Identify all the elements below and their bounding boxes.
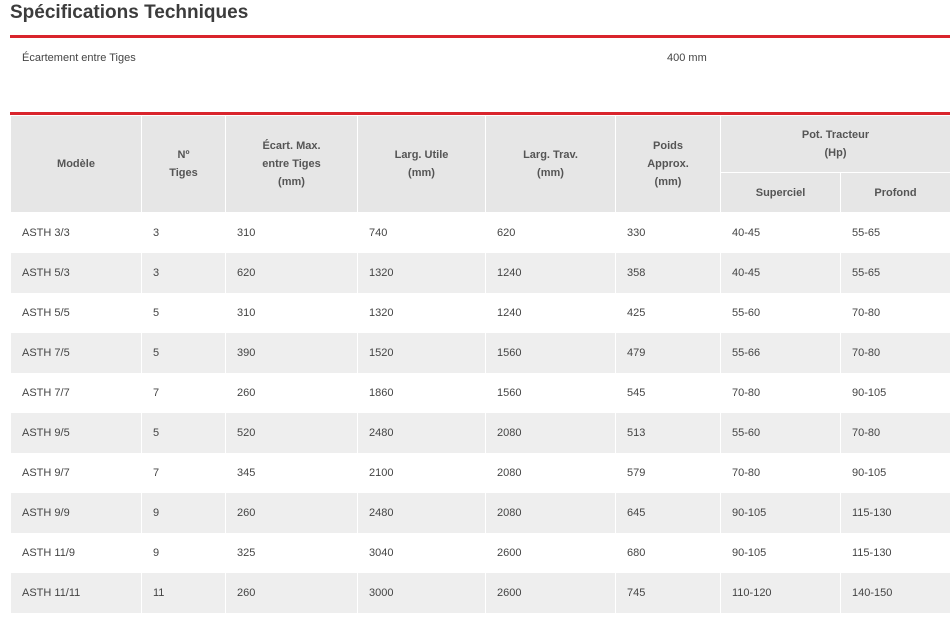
- cell-superciel: 40-45: [721, 253, 841, 293]
- header-poids-line1: Poids: [653, 140, 683, 152]
- cell-larg-trav: 2080: [486, 453, 616, 493]
- cell-larg-trav: 1560: [486, 333, 616, 373]
- header-larg-trav-line1: Larg. Trav.: [523, 149, 578, 161]
- table-row: [11, 533, 950, 573]
- cell-tiges: 3: [142, 253, 226, 293]
- cell-profond: 70-80: [841, 293, 950, 333]
- table-row: [11, 333, 950, 373]
- header-larg-trav-line2: (mm): [537, 167, 564, 179]
- header-larg-utile-line1: Larg. Utile: [394, 149, 449, 161]
- page-title: Spécifications Techniques: [10, 2, 249, 23]
- cell-larg-trav: 1240: [486, 253, 616, 293]
- cell-poids: 545: [616, 373, 721, 413]
- header-larg-utile: [358, 116, 486, 213]
- cell-profond: 70-80: [841, 413, 950, 453]
- cell-model: ASTH 5/5: [11, 293, 142, 333]
- cell-profond: 115-130: [841, 533, 950, 573]
- header-model: [11, 116, 142, 213]
- cell-larg-utile: 1320: [358, 253, 486, 293]
- cell-profond: 55-65: [841, 253, 950, 293]
- header-ecart-line2: entre Tiges: [262, 158, 321, 170]
- cell-larg-utile: 2480: [358, 413, 486, 453]
- cell-ecart: 390: [226, 333, 358, 373]
- header-pot-tracteur: [721, 116, 950, 173]
- cell-superciel: 90-105: [721, 493, 841, 533]
- cell-ecart: 310: [226, 213, 358, 254]
- cell-profond: 90-105: [841, 373, 950, 413]
- cell-ecart: 260: [226, 493, 358, 533]
- cell-superciel: 90-105: [721, 533, 841, 573]
- cell-model: ASTH 9/5: [11, 413, 142, 453]
- cell-poids: 680: [616, 533, 721, 573]
- cell-profond: 140-150: [841, 573, 950, 613]
- cell-superciel: 55-60: [721, 293, 841, 333]
- cell-poids: 358: [616, 253, 721, 293]
- cell-poids: 479: [616, 333, 721, 373]
- cell-model: ASTH 7/5: [11, 333, 142, 373]
- cell-model: ASTH 11/9: [11, 533, 142, 573]
- header-poids-line3: (mm): [654, 176, 682, 188]
- cell-superciel: 55-66: [721, 333, 841, 373]
- table-row: [11, 493, 950, 533]
- cell-larg-utile: 3040: [358, 533, 486, 573]
- cell-poids: 425: [616, 293, 721, 333]
- header-poids: [616, 116, 721, 213]
- cell-larg-trav: 620: [486, 213, 616, 254]
- header-ecart-line1: Écart. Max.: [262, 140, 321, 152]
- cell-profond: 115-130: [841, 493, 950, 533]
- cell-poids: 330: [616, 213, 721, 254]
- spec-value: 400 mm: [667, 52, 707, 64]
- header-ecart-line3: (mm): [278, 176, 305, 188]
- table-row: [11, 413, 950, 453]
- cell-larg-trav: 1240: [486, 293, 616, 333]
- table-row: [11, 453, 950, 493]
- cell-ecart: 260: [226, 373, 358, 413]
- table-row: [11, 213, 950, 254]
- table-row: [11, 253, 950, 293]
- header-pot-line1: Pot. Tracteur: [801, 129, 870, 141]
- cell-larg-utile: 2100: [358, 453, 486, 493]
- cell-profond: 55-65: [841, 213, 950, 254]
- header-poids-line2: Approx.: [647, 158, 689, 170]
- cell-tiges: 5: [142, 333, 226, 373]
- spec-label: Écartement entre Tiges: [22, 52, 136, 64]
- cell-model: ASTH 11/11: [11, 573, 142, 613]
- cell-larg-trav: 1560: [486, 373, 616, 413]
- cell-poids: 513: [616, 413, 721, 453]
- cell-larg-trav: 2080: [486, 413, 616, 453]
- cell-tiges: 11: [142, 573, 226, 613]
- title-divider: [10, 35, 950, 38]
- cell-larg-utile: 1860: [358, 373, 486, 413]
- cell-tiges: 7: [142, 373, 226, 413]
- header-larg-utile-line2: (mm): [408, 167, 435, 179]
- cell-profond: 90-105: [841, 453, 950, 493]
- cell-ecart: 345: [226, 453, 358, 493]
- cell-profond: 70-80: [841, 333, 950, 373]
- header-profond-label: Profond: [874, 186, 917, 199]
- cell-model: ASTH 3/3: [11, 213, 142, 254]
- header-tiges-line1: Nº: [177, 149, 190, 161]
- cell-larg-utile: 2480: [358, 493, 486, 533]
- cell-model: ASTH 7/7: [11, 373, 142, 413]
- cell-tiges: 9: [142, 533, 226, 573]
- specs-table: [10, 115, 950, 613]
- cell-larg-utile: 740: [358, 213, 486, 254]
- cell-larg-trav: 2600: [486, 573, 616, 613]
- cell-poids: 745: [616, 573, 721, 613]
- cell-ecart: 325: [226, 533, 358, 573]
- cell-poids: 579: [616, 453, 721, 493]
- cell-ecart: 260: [226, 573, 358, 613]
- cell-model: ASTH 9/9: [11, 493, 142, 533]
- table-body: [11, 213, 950, 614]
- header-pot-line2: (Hp): [824, 147, 847, 159]
- cell-larg-utile: 3000: [358, 573, 486, 613]
- header-larg-trav: [486, 116, 616, 213]
- spec-row: [10, 50, 950, 68]
- header-superciel-label: Superciel: [755, 186, 806, 199]
- cell-superciel: 40-45: [721, 213, 841, 254]
- cell-tiges: 5: [142, 293, 226, 333]
- cell-ecart: 310: [226, 293, 358, 333]
- cell-superciel: 70-80: [721, 453, 841, 493]
- cell-superciel: 110-120: [721, 573, 841, 613]
- cell-ecart: 620: [226, 253, 358, 293]
- header-superciel: [721, 173, 841, 213]
- cell-tiges: 3: [142, 213, 226, 254]
- cell-model: ASTH 9/7: [11, 453, 142, 493]
- header-model-label: Modèle: [57, 158, 95, 170]
- cell-superciel: 70-80: [721, 373, 841, 413]
- table-row: [11, 293, 950, 333]
- cell-superciel: 55-60: [721, 413, 841, 453]
- table-row: [11, 373, 950, 413]
- header-tiges-line2: Tiges: [169, 167, 198, 179]
- cell-larg-utile: 1320: [358, 293, 486, 333]
- cell-ecart: 520: [226, 413, 358, 453]
- cell-larg-trav: 2080: [486, 493, 616, 533]
- cell-tiges: 7: [142, 453, 226, 493]
- cell-tiges: 9: [142, 493, 226, 533]
- cell-tiges: 5: [142, 413, 226, 453]
- header-profond: [841, 173, 950, 213]
- cell-model: ASTH 5/3: [11, 253, 142, 293]
- header-ecart: [226, 116, 358, 213]
- table-row: [11, 573, 950, 613]
- cell-larg-trav: 2600: [486, 533, 616, 573]
- cell-larg-utile: 1520: [358, 333, 486, 373]
- cell-poids: 645: [616, 493, 721, 533]
- header-tiges: [142, 116, 226, 213]
